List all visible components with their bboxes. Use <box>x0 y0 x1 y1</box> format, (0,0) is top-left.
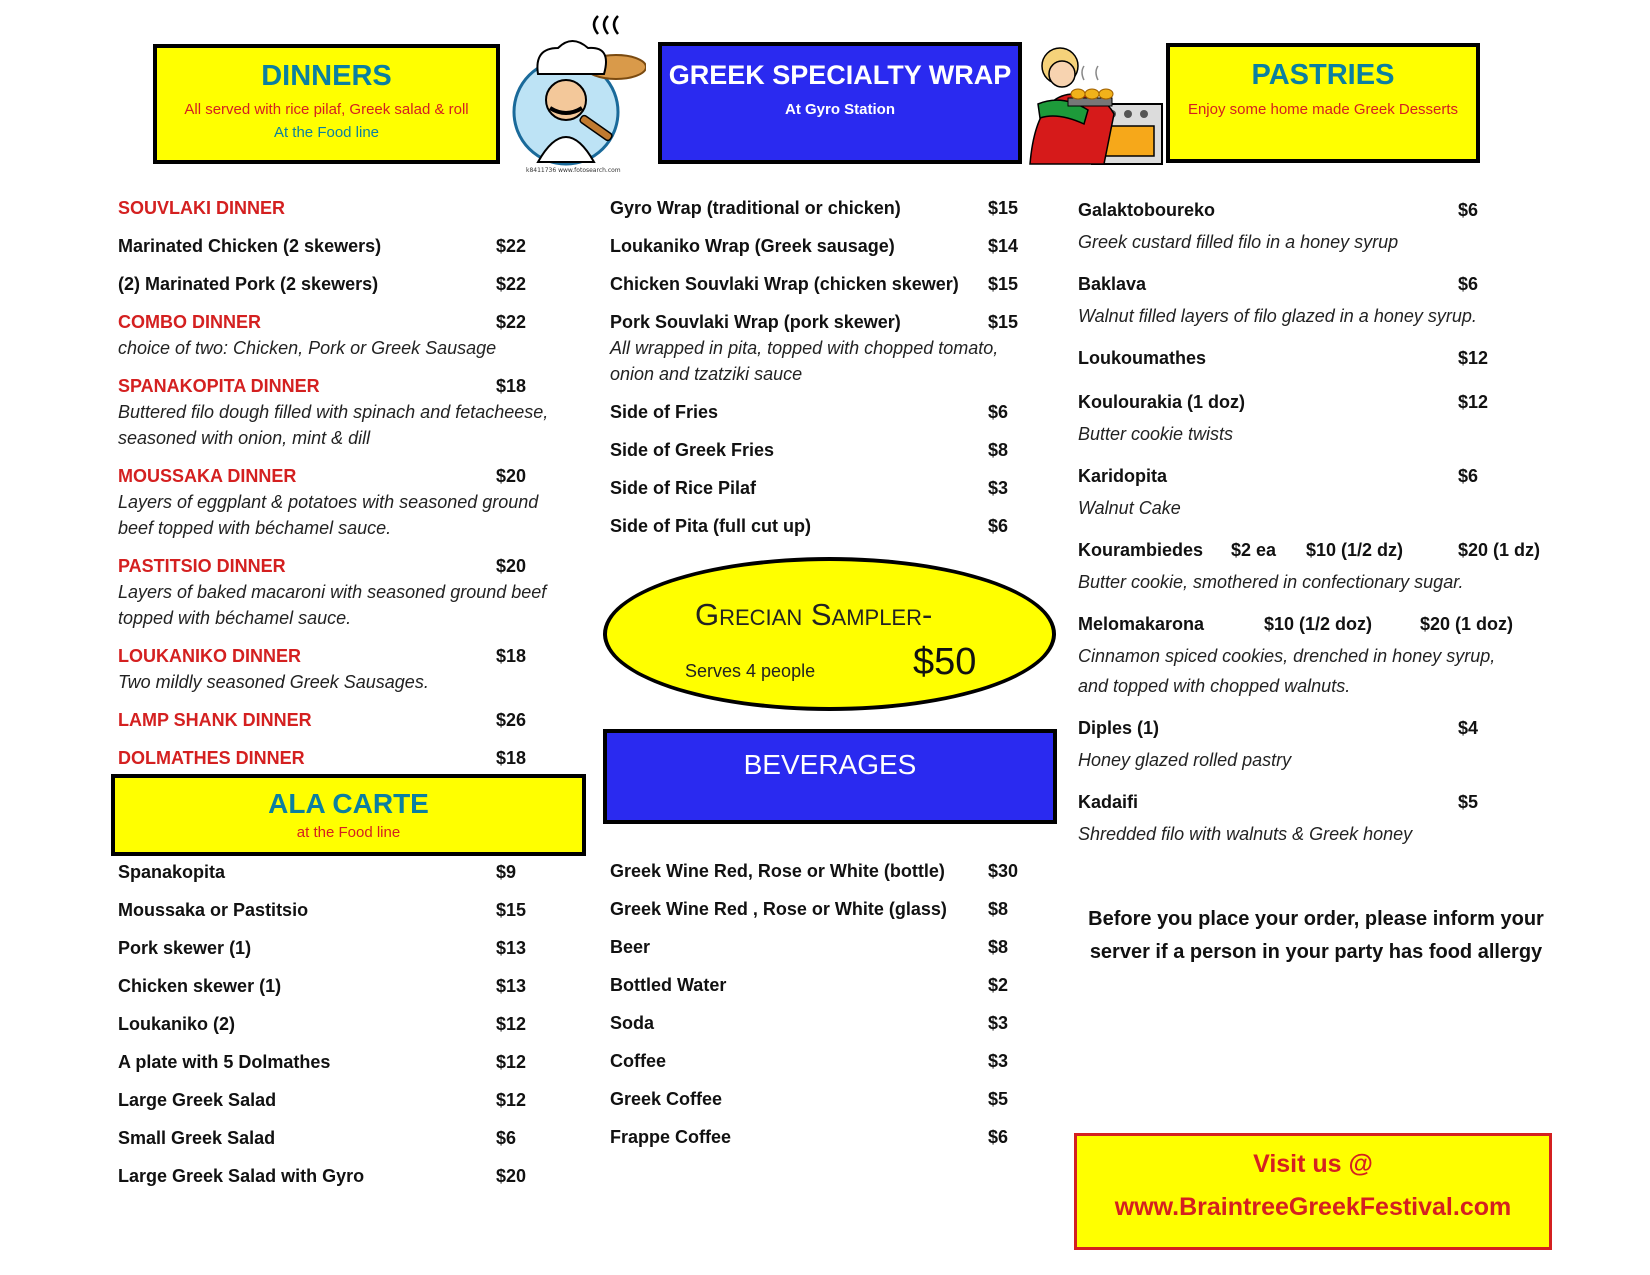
ala-carte-name: Small Greek Salad <box>118 1128 276 1148</box>
dinner-desc: Layers of eggplant & potatoes with seasoned ground <box>118 492 539 512</box>
wrap-desc: onion and tzatziki sauce <box>610 364 803 384</box>
dinner-name: LAMP SHANK DINNER <box>118 710 312 730</box>
pastry-desc: Walnut Cake <box>1078 498 1181 518</box>
sampler-price: $50 <box>913 641 977 683</box>
side-price: $6 <box>988 402 1009 422</box>
dinner-desc: Two mildly seasoned Greek Sausages. <box>118 672 429 692</box>
pastry-name: Karidopita <box>1078 466 1168 486</box>
pastry-name: Diples (1) <box>1078 718 1160 738</box>
wrap-price: $15 <box>988 198 1019 218</box>
wrap-price: $15 <box>988 312 1019 332</box>
wrap-name: Gyro Wrap (traditional or chicken) <box>610 198 901 218</box>
wrap-name: Pork Souvlaki Wrap (pork skewer) <box>610 312 901 332</box>
beverages-title: BEVERAGES <box>743 749 917 780</box>
dinner-name: LOUKANIKO DINNER <box>118 646 301 666</box>
beverage-name: Greek Wine Red , Rose or White (glass) <box>610 899 947 919</box>
wrap-title: GREEK SPECIALTY WRAP <box>668 60 1012 90</box>
dinner-name: (2) Marinated Pork (2 skewers) <box>118 274 379 294</box>
pastries-title: PASTRIES <box>1251 59 1395 91</box>
allergy-line-1: Before you place your order, please inform your <box>1088 908 1544 930</box>
ala-carte-price: $12 <box>496 1014 527 1034</box>
sampler-title: Grecian Sampler- <box>695 597 933 632</box>
ala-carte-price: $15 <box>496 900 527 920</box>
pastry-name: Loukoumathes <box>1078 348 1207 368</box>
pastry-desc: Shredded filo with walnuts & Greek honey <box>1078 824 1413 844</box>
beverage-name: Bottled Water <box>610 975 727 995</box>
pastry-price: $12 <box>1458 348 1489 368</box>
ala-carte-name: Large Greek Salad <box>118 1090 277 1110</box>
beverage-price: $8 <box>988 937 1009 957</box>
pastry-name: Koulourakia (1 doz) <box>1078 392 1246 412</box>
pastry-desc: and topped with chopped walnuts. <box>1078 676 1351 696</box>
beverage-price: $6 <box>988 1127 1009 1147</box>
side-name: Side of Fries <box>610 402 719 422</box>
beverage-price: $8 <box>988 899 1009 919</box>
ala-carte-name: Large Greek Salad with Gyro <box>118 1166 365 1186</box>
dinner-price: $22 <box>496 274 527 294</box>
dinner-price: $18 <box>496 646 527 666</box>
dinner-name: DOLMATHES DINNER <box>118 748 305 768</box>
wrap-header-box <box>658 42 1022 164</box>
pastries-subtitle: Enjoy some home made Greek Desserts <box>1187 101 1459 118</box>
wrap-name: Loukaniko Wrap (Greek sausage) <box>610 236 895 256</box>
ala-carte-price: $12 <box>496 1090 527 1110</box>
dinner-price: $20 <box>496 556 527 576</box>
dinner-price: $20 <box>496 466 527 486</box>
ala-carte-price: $20 <box>496 1166 527 1186</box>
beverage-price: $3 <box>988 1051 1009 1071</box>
pastry-name: Kadaifi <box>1078 792 1139 812</box>
pastry-price: $6 <box>1458 466 1479 486</box>
pastry-price: $10 (1/2 dz) <box>1306 540 1404 560</box>
visit-label: Visit us @ <box>1253 1150 1373 1178</box>
pastry-name: Baklava <box>1078 274 1147 294</box>
ala-carte-name: Moussaka or Pastitsio <box>118 900 309 920</box>
chef-illustration <box>508 12 646 174</box>
ala-carte-price: $13 <box>496 976 527 996</box>
ala-carte-price: $13 <box>496 938 527 958</box>
pastry-price: $6 <box>1458 274 1479 294</box>
dinner-price: $22 <box>496 236 527 256</box>
pastry-desc: Butter cookie twists <box>1078 424 1234 444</box>
dinners-header-box <box>153 44 500 164</box>
beverage-name: Greek Coffee <box>610 1089 723 1109</box>
beverage-price: $3 <box>988 1013 1009 1033</box>
beverage-name: Frappe Coffee <box>610 1127 732 1147</box>
dinner-name: SPANAKOPITA DINNER <box>118 376 320 396</box>
ala-carte-location: at the Food line <box>296 824 401 841</box>
beverage-name: Greek Wine Red, Rose or White (bottle) <box>610 861 945 881</box>
pastry-desc: Greek custard filled filo in a honey syrup <box>1078 232 1399 252</box>
wrap-price: $14 <box>988 236 1019 256</box>
ala-carte-name: Spanakopita <box>118 862 226 882</box>
pastry-price: $2 ea <box>1231 540 1277 560</box>
pastry-price: $10 (1/2 doz) <box>1264 614 1373 634</box>
pastry-name: Melomakarona <box>1078 614 1205 634</box>
dinners-subtitle: All served with rice pilaf, Greek salad & roll <box>184 101 469 118</box>
wrap-price: $15 <box>988 274 1019 294</box>
dinners-title: DINNERS <box>261 60 392 92</box>
dinner-price: $22 <box>496 312 527 332</box>
dinner-desc: topped with béchamel sauce. <box>118 608 352 628</box>
wrap-name: Chicken Souvlaki Wrap (chicken skewer) <box>610 274 959 294</box>
beverage-price: $2 <box>988 975 1009 995</box>
dinner-desc: beef topped with béchamel sauce. <box>118 518 392 538</box>
beverage-name: Soda <box>610 1013 655 1033</box>
pastry-desc: Walnut filled layers of filo glazed in a honey syrup. <box>1078 306 1477 326</box>
pastries-header-box <box>1166 43 1480 163</box>
pastry-name: Kourambiedes <box>1078 540 1204 560</box>
ala-carte-name: Loukaniko (2) <box>118 1014 236 1034</box>
ala-carte-header-box <box>111 774 586 856</box>
ala-carte-name: Chicken skewer (1) <box>118 976 282 996</box>
pastry-price: $4 <box>1458 718 1479 738</box>
pastry-desc: Butter cookie, smothered in confectionary sugar. <box>1078 572 1464 592</box>
dinner-desc: Layers of baked macaroni with seasoned ground beef <box>118 582 547 602</box>
sampler-badge <box>603 557 1056 711</box>
pastry-price: $6 <box>1458 200 1479 220</box>
pastry-price: $20 (1 doz) <box>1420 614 1514 634</box>
pastry-price: $5 <box>1458 792 1479 812</box>
ala-carte-price: $12 <box>496 1052 527 1072</box>
dinner-name: MOUSSAKA DINNER <box>118 466 297 486</box>
pastry-price: $12 <box>1458 392 1489 412</box>
side-price: $8 <box>988 440 1009 460</box>
ala-carte-price: $6 <box>496 1128 517 1148</box>
side-name: Side of Greek Fries <box>610 440 775 460</box>
website-link[interactable]: www.BraintreeGreekFestival.com <box>1114 1193 1512 1221</box>
chef-caption: k8411736 www.fotosearch.com <box>526 167 621 174</box>
beverage-price: $5 <box>988 1089 1009 1109</box>
dinner-desc: choice of two: Chicken, Pork or Greek Sausage <box>118 338 497 358</box>
dinner-name: SOUVLAKI DINNER <box>118 198 286 218</box>
side-name: Side of Pita (full cut up) <box>610 516 811 536</box>
ala-carte-title: ALA CARTE <box>268 788 429 819</box>
side-name: Side of Rice Pilaf <box>610 478 757 498</box>
side-price: $3 <box>988 478 1009 498</box>
dinner-desc: Buttered filo dough filled with spinach and fetacheese, <box>118 402 549 422</box>
dinner-price: $18 <box>496 376 527 396</box>
allergy-note <box>1066 903 1566 969</box>
dinner-name: COMBO DINNER <box>118 312 261 332</box>
dinner-price: $18 <box>496 748 527 768</box>
dinners-location: At the Food line <box>273 124 380 141</box>
beverage-price: $30 <box>988 861 1019 881</box>
dinner-name: PASTITSIO DINNER <box>118 556 286 576</box>
pastry-desc: Cinnamon spiced cookies, drenched in honey syrup, <box>1078 646 1496 666</box>
dinner-desc: seasoned with onion, mint & dill <box>118 428 371 448</box>
wrap-desc: All wrapped in pita, topped with chopped tomato, <box>610 338 999 358</box>
visit-box <box>1074 1133 1552 1250</box>
beverages-header-box <box>603 729 1057 824</box>
baker-illustration <box>1026 40 1164 166</box>
pastry-price: $20 (1 dz) <box>1458 540 1541 560</box>
side-price: $6 <box>988 516 1009 536</box>
dinner-name: Marinated Chicken (2 skewers) <box>118 236 382 256</box>
pastry-name: Galaktoboureko <box>1078 200 1216 220</box>
ala-carte-name: Pork skewer (1) <box>118 938 252 958</box>
wrap-location: At Gyro Station <box>784 101 895 118</box>
beverage-name: Coffee <box>610 1051 667 1071</box>
dinner-price: $26 <box>496 710 527 730</box>
pastry-desc: Honey glazed rolled pastry <box>1078 750 1292 770</box>
beverage-name: Beer <box>610 937 651 957</box>
sampler-serves: Serves 4 people <box>685 661 816 681</box>
allergy-line-2: server if a person in your party has food allergy <box>1089 941 1543 963</box>
ala-carte-price: $9 <box>496 862 517 882</box>
ala-carte-name: A plate with 5 Dolmathes <box>118 1052 331 1072</box>
